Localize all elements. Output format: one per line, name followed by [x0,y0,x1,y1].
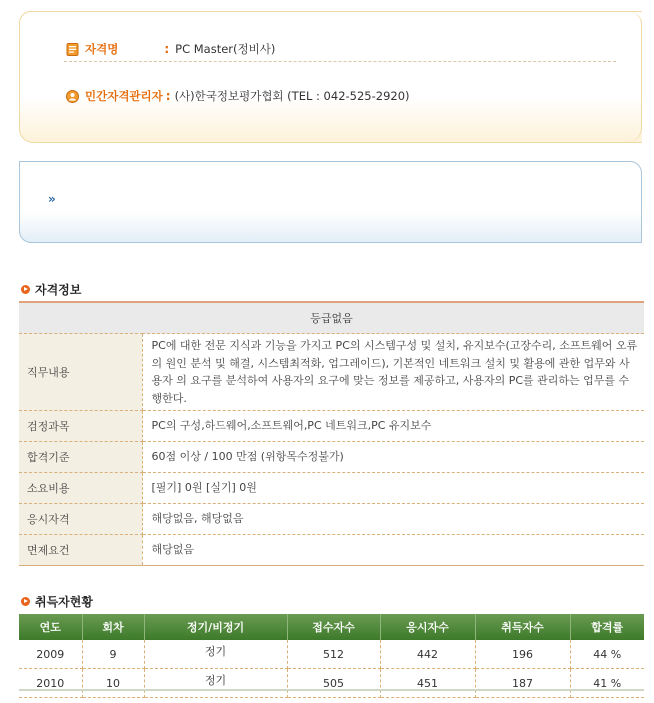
stats-section-title: 취득자현황 [35,595,93,609]
grade-cell: 등급없음 [19,302,644,334]
table-bottom-border [19,689,644,691]
table-row [19,411,644,442]
column-header-type: 정기/비정기 [144,614,287,640]
row-label: 직무내용 [19,334,142,411]
cell-round: 9 [82,640,144,669]
column-header-year: 연도 [19,614,82,640]
cell-pass-rate: 44 % [570,640,644,669]
column-header-round: 회차 [82,614,144,640]
info-section-title: 자격정보 [35,283,82,297]
divider [64,61,616,62]
cell-examinees: 442 [380,640,475,669]
row-value: 해당없음, 해당없음 [142,504,644,535]
qualification-box [19,11,642,143]
column-header-applicants: 접수자수 [287,614,380,640]
row-label: 응시자격 [19,504,142,535]
cell-type: 정기 [144,669,287,698]
row-value: PC의 구성,하드웨어,소프트웨어,PC 네트워크,PC 유지보수 [142,411,644,442]
row-value: [필기] 0원 [실기] 0원 [142,473,644,504]
person-icon [66,90,79,103]
table-row [19,640,644,669]
cell-acquirers: 196 [475,640,570,669]
table-row [19,473,644,504]
cell-acquirers: 187 [475,669,570,698]
cell-pass-rate: 41 % [570,669,644,698]
qualification-name-row [66,41,275,57]
cell-applicants: 512 [287,640,380,669]
row-value: 60점 이상 / 100 만점 (위항목수정불가) [142,442,644,473]
qualification-manager-row [66,88,410,104]
table-row [19,535,644,566]
cell-year: 2010 [19,669,82,698]
cell-year: 2009 [19,640,82,669]
row-label: 합격기준 [19,442,142,473]
table-row [19,334,644,411]
arrow-bullet-icon [21,285,30,294]
qualification-manager-label: 민간자격관리자 [85,89,163,103]
stats-header-row [19,614,644,640]
colon: : [165,89,171,103]
document-icon [66,43,79,56]
notice-text: » [48,192,56,206]
table-row [19,669,644,698]
stats-section-heading [21,593,93,610]
qualification-manager-value: (사)한국정보평가협회 (TEL : 042-525-2920) [174,89,410,103]
notice-box [19,161,642,243]
colon: : [164,42,170,56]
row-label: 소요비용 [19,473,142,504]
column-header-examinees: 응시자수 [380,614,475,640]
info-section-heading [21,281,81,298]
cell-applicants: 505 [287,669,380,698]
arrow-bullet-icon [21,597,30,606]
cell-examinees: 451 [380,669,475,698]
row-value: 해당없음 [142,535,644,566]
info-table [19,301,644,566]
cell-type: 정기 [144,640,287,669]
column-header-pass-rate: 합격률 [570,614,644,640]
row-value: PC에 대한 전문 지식과 기능을 가지고 PC의 시스템구성 및 설치, 유지보수(고장수리, 소프트웨어 오류의 원인 분석 및 해결, 시스템최적화, 업그레이드), 기본적인 네트워크 설치 및 활용에 관한 업무와 사용자 의 요구를 분석하여 사용자의 요구에 맞는 정보를 제공하고, 사용자의 PC를 관리하는 업무를 수행한다. [142,334,644,411]
cell-round: 10 [82,669,144,698]
table-row [19,504,644,535]
stats-table [19,614,644,698]
row-label: 면제요건 [19,535,142,566]
row-label: 검정과목 [19,411,142,442]
table-row [19,442,644,473]
qualification-name-label: 자격명 [85,42,119,56]
column-header-acquirers: 취득자수 [475,614,570,640]
qualification-name-value: PC Master(정비사) [175,42,276,56]
